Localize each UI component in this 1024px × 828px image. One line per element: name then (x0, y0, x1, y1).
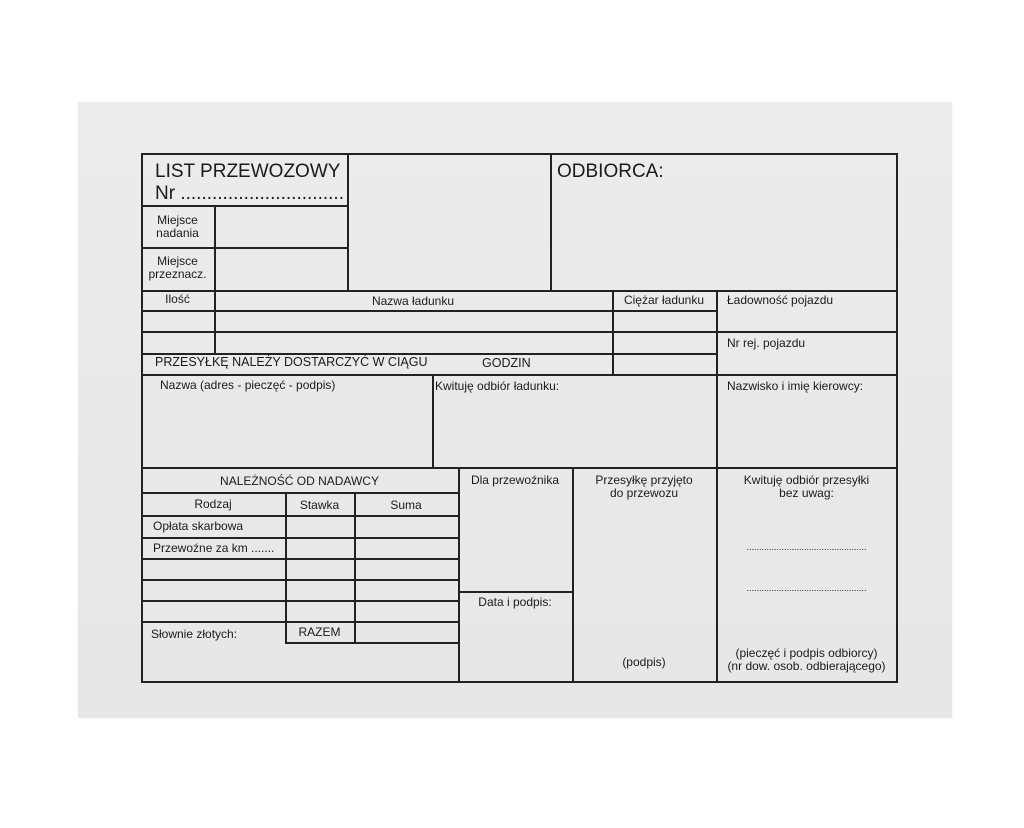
signature-label: (podpis) (622, 655, 666, 669)
divider (354, 492, 356, 643)
vehicle-capacity-label: Ładowność pojazdu (727, 293, 834, 307)
divider (141, 331, 898, 333)
col-sum: Suma (390, 498, 422, 512)
label-line: Miejsce (157, 213, 198, 227)
label-line: (nr dow. osob. odbierającego) (727, 659, 886, 673)
date-signature-label: Data i podpis: (478, 595, 552, 609)
divider (141, 600, 459, 602)
vehicle-reg-label: Nr rej. pojazdu (727, 336, 806, 350)
label-line: Miejsce (157, 254, 198, 268)
label-line: nadania (156, 226, 199, 240)
label-line: bez uwag: (779, 486, 834, 500)
col-weight: Ciężar ładunku (623, 293, 705, 307)
recipient-field[interactable] (551, 190, 896, 290)
label-line: przeznacz. (148, 267, 207, 281)
deliver-within-label: PRZESYŁKĘ NALEŻY DOSTARCZYĆ W CIĄGU (155, 355, 428, 369)
divider (458, 467, 460, 682)
divider (141, 579, 459, 581)
accepted-label (572, 474, 716, 500)
divider (285, 492, 287, 643)
divider (141, 374, 898, 376)
divider (432, 374, 434, 468)
divider (458, 591, 573, 593)
place-dest-label (141, 255, 214, 281)
col-cargo-name: Nazwa ładunku (371, 294, 455, 308)
sender-stamp-area[interactable] (348, 154, 550, 290)
divider (285, 642, 459, 644)
place-sent-field[interactable] (215, 206, 347, 247)
charge-row-label: Opłata skarbowa (153, 519, 244, 533)
divider (141, 492, 459, 494)
frame-right (896, 153, 898, 683)
col-quantity: Ilość (165, 292, 190, 306)
col-rate: Stawka (299, 498, 340, 512)
receipt-no-remarks-label (716, 474, 897, 500)
stamp-label (716, 647, 897, 673)
sender-name-label: Nazwa (adres - pieczęć - podpis) (160, 378, 336, 392)
place-dest-field[interactable] (215, 248, 347, 290)
label-line: (pieczęć i podpis odbiorcy) (735, 646, 878, 660)
for-carrier-label: Dla przewoźnika (470, 473, 560, 487)
number-field[interactable]: Nr ............................... (155, 183, 344, 204)
total-label: RAZEM (298, 625, 341, 639)
receipt-cargo-label: Kwituję odbiór ładunku: (435, 379, 560, 393)
divider (141, 310, 717, 312)
divider (141, 290, 898, 292)
charge-row-label: Przewoźne za km ....... (153, 541, 275, 555)
divider (141, 515, 459, 517)
in-words-label: Słownie złotych: (151, 627, 238, 641)
driver-name-label: Nazwisko i imię kierowcy: (727, 379, 864, 393)
divider (141, 467, 898, 469)
recipient-label: ODBIORCA: (557, 161, 664, 182)
hours-label: GODZIN (482, 356, 531, 370)
label-line: Kwituję odbiór przesyłki (743, 473, 870, 487)
dotted-line-1[interactable]: ................................................ (746, 542, 867, 552)
place-sent-label (141, 214, 214, 240)
divider (141, 537, 459, 539)
label-line: Przesyłkę przyjęto (595, 473, 693, 487)
dotted-line-2[interactable]: ................................................ (746, 583, 867, 593)
frame-bottom (141, 681, 898, 683)
form-title: LIST PRZEWOZOWY (155, 161, 341, 182)
label-line: do przewozu (609, 486, 679, 500)
divider (141, 558, 459, 560)
total-field[interactable] (355, 622, 458, 642)
charges-title: NALEŻNOŚĆ OD NADAWCY (220, 474, 379, 488)
col-type: Rodzaj (194, 497, 232, 511)
